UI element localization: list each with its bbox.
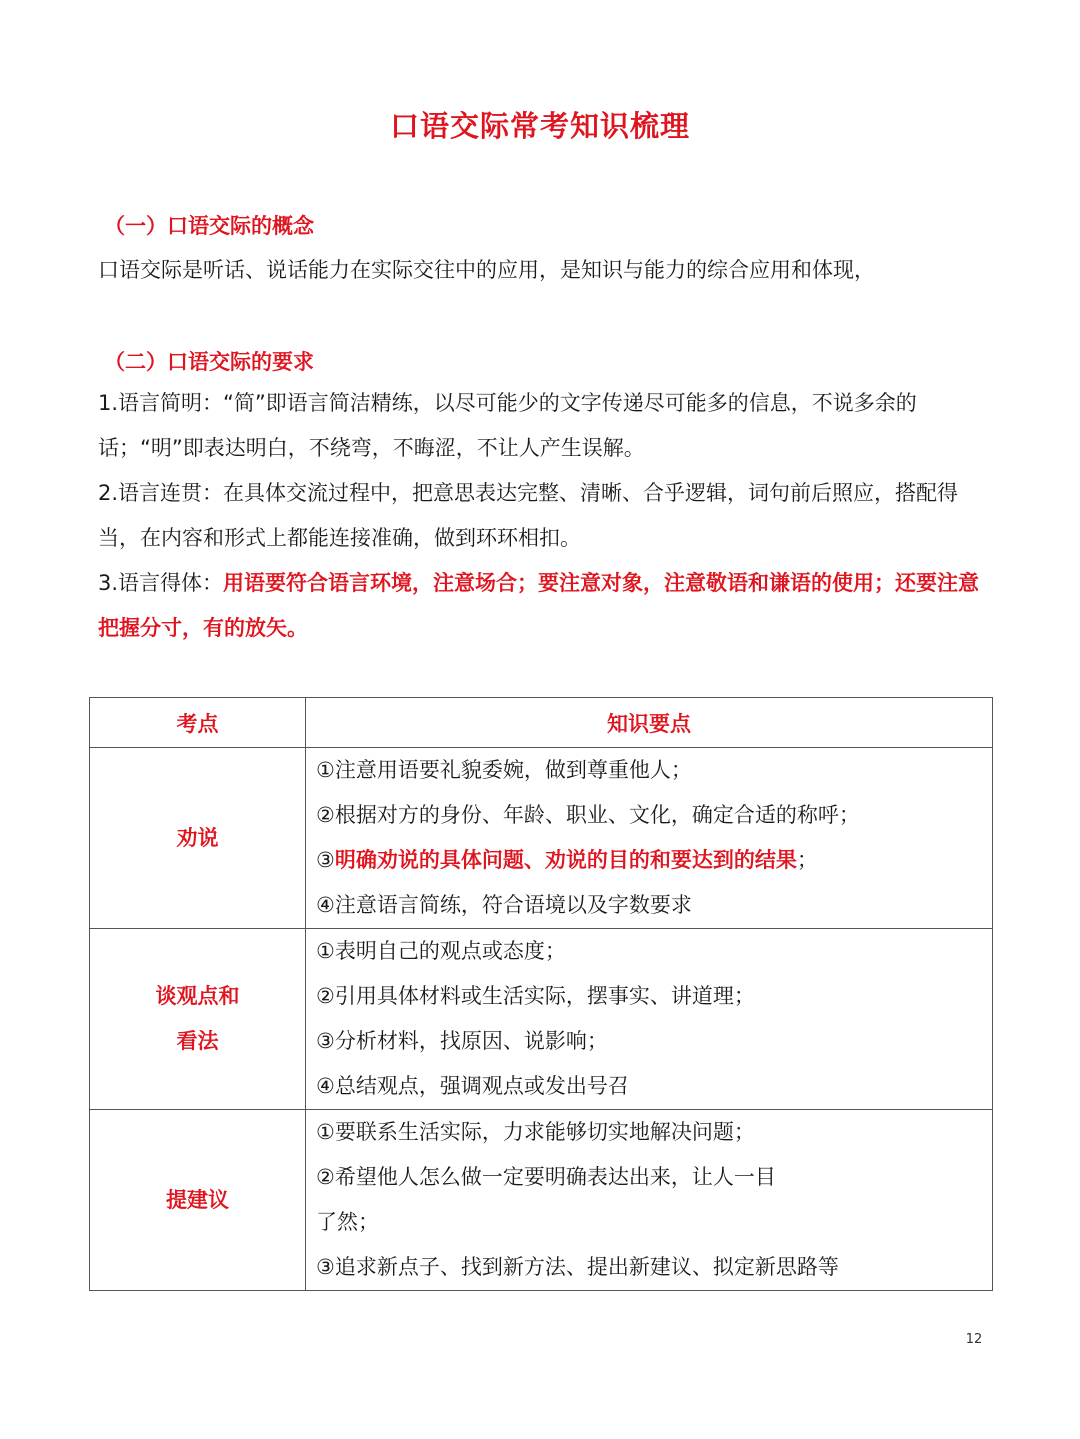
page-title: 口语交际常考知识梳理	[389, 109, 690, 143]
point-line: ④注意语言简练，符合语境以及字数要求	[316, 893, 692, 917]
topic-line: 谈观点和	[155, 984, 240, 1008]
point-line: ①表明自己的观点或态度；	[316, 939, 566, 963]
point-line: ④总结观点，强调观点或发出号召	[316, 1074, 629, 1098]
requirement-item-coherent: 2.语言连贯：在具体交流过程中，把意思表达完整、清晰、合乎逻辑，词句前后照应，搭配得当，在内容和形式上都能连接准确，做到环环相扣。	[98, 481, 959, 550]
point-line: 了然；	[316, 1210, 379, 1234]
point-line: ①注意用语要礼貌委婉，做到尊重他人；	[316, 758, 692, 782]
column-header-points: 知识要点	[306, 698, 993, 748]
point-line: ②希望他人怎么做一定要明确表达出来，让人一目	[316, 1165, 776, 1189]
point-line: ③分析材料，找原因、说影响；	[316, 1029, 608, 1053]
topic-cell-persuade: 劝说	[90, 748, 306, 929]
topic-line: 看法	[176, 1029, 219, 1053]
point-line: ②根据对方的身份、年龄、职业、文化，确定合适的称呼；	[316, 803, 860, 827]
table-header-row	[90, 698, 993, 748]
point-emphasis: 明确劝说的具体问题、劝说的目的和要达到的结果	[334, 848, 797, 872]
table-row-persuade	[90, 748, 993, 929]
topic-cell-suggest: 提建议	[90, 1110, 306, 1291]
point-punctuation: ；	[796, 848, 818, 872]
requirement-item-concise: 1.语言简明：“简”即语言简洁精练，以尽可能少的文字传递尽可能多的信息，不说多余的话；“明”即表达明白，不绕弯，不晦涩，不让人产生误解。	[98, 391, 917, 460]
table-row-opinion	[90, 929, 993, 1110]
section-heading-requirements: （二）口语交际的要求	[104, 350, 314, 374]
column-header-topic: 考点	[90, 698, 306, 748]
requirement-item-appropriate-emphasis: 用语要符合语言环境，注意场合；要注意对象，注意敬语和谦语的使用；还要注意把握分寸，有的放矢。	[98, 571, 980, 640]
point-line: ③追求新点子、找到新方法、提出新建议、拟定新思路等	[316, 1255, 839, 1279]
point-line: ②引用具体材料或生活实际，摆事实、讲道理；	[316, 984, 755, 1008]
section-heading-concept: （一）口语交际的概念	[104, 214, 314, 238]
points-cell-persuade	[306, 748, 993, 929]
points-cell-opinion	[306, 929, 993, 1110]
concept-paragraph: 口语交际是听话、说话能力在实际交往中的应用，是知识与能力的综合应用和体现，	[98, 258, 875, 282]
topic-cell-opinion	[90, 929, 306, 1110]
points-cell-suggest	[306, 1110, 993, 1291]
table-row-suggest	[90, 1110, 993, 1291]
requirement-item-appropriate-label: 3.语言得体：	[98, 571, 224, 595]
point-line-highlight	[316, 838, 992, 883]
point-line: ①要联系生活实际，力求能够切实地解决问题；	[316, 1120, 755, 1144]
requirement-item-appropriate	[98, 561, 988, 651]
page-number: 12	[965, 1332, 983, 1347]
knowledge-table	[89, 697, 993, 1291]
point-number: ③	[316, 848, 335, 872]
